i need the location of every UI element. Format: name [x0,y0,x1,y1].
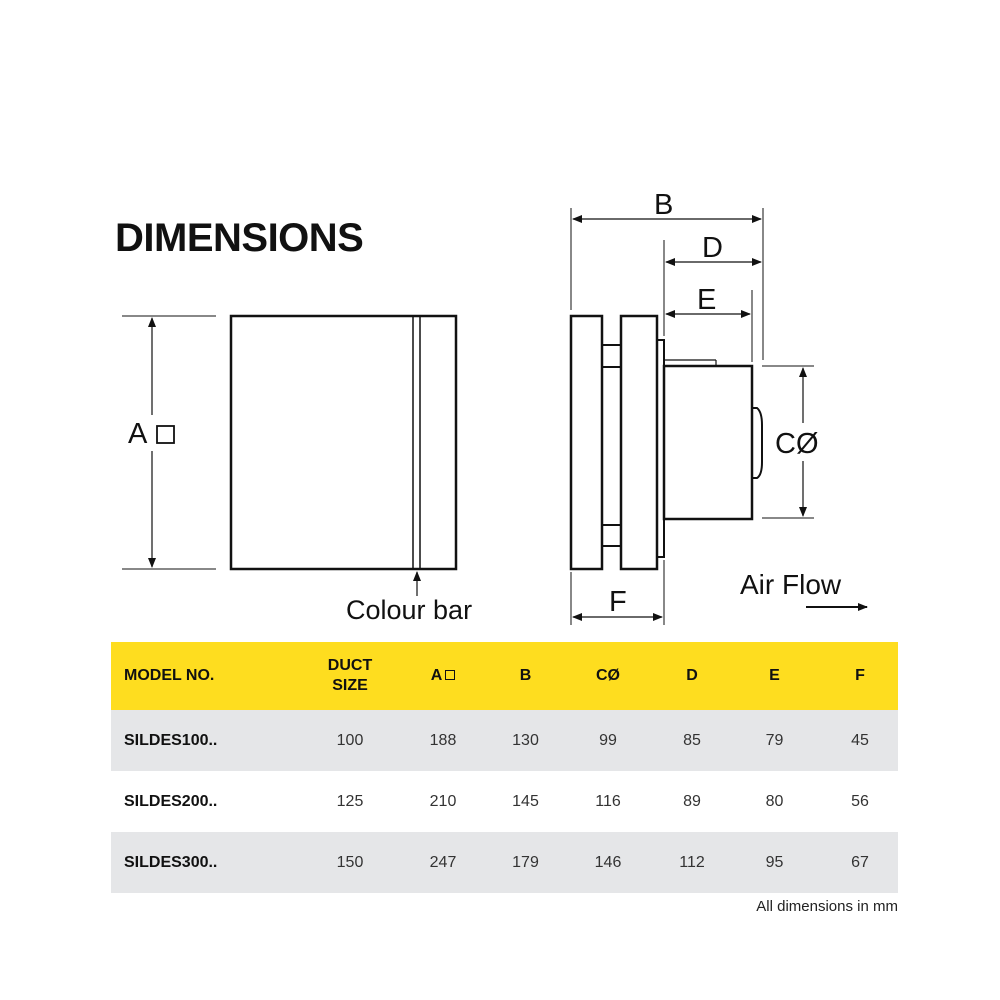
cell-a: 247 [394,832,492,893]
cell-d: 85 [657,710,727,771]
lower-spacer [602,525,621,546]
colour-bar-label: Colour bar [346,595,473,625]
header-d: D [657,642,727,710]
table-row [111,832,898,893]
cell-duct: 150 [306,832,394,893]
a-dimension-label: A [128,418,148,450]
header-model: MODEL NO. [111,642,306,710]
front-view [122,316,472,625]
cell-f: 56 [851,792,869,810]
cell-a: 210 [429,792,457,810]
header-c: CØ [559,642,657,710]
cell-e: 80 [765,792,784,810]
cell-f: 67 [822,832,898,893]
f-dimension-label: F [609,586,627,618]
cell-d: 89 [683,792,701,810]
square-symbol-icon [445,670,455,680]
side-view [571,189,867,625]
cell-model: SILDES200.. [124,792,218,810]
table-row [111,771,898,832]
air-flow-label: Air Flow [740,569,842,600]
e-dimension-label: E [697,284,717,316]
table-header-row [111,642,898,710]
fan-front-body [231,316,456,569]
header-duct-line2: SIZE [332,677,368,694]
cell-d: 112 [657,832,727,893]
cell-c: 99 [559,710,657,771]
cell-a: 188 [394,710,492,771]
cell-f: 45 [822,710,898,771]
units-footnote: All dimensions in mm [756,898,898,915]
header-a [394,642,492,710]
cell-duct: 100 [306,710,394,771]
cell-e: 95 [727,832,822,893]
cell-model: SILDES300.. [111,832,306,893]
fan-back-plate [621,316,657,569]
page-title: DIMENSIONS [115,216,364,260]
header-e: E [727,642,822,710]
c-dimension-label: CØ [775,428,819,460]
header-duct-size [306,642,394,710]
cell-b: 179 [492,832,559,893]
cell-duct: 125 [336,792,364,810]
header-duct-line1: DUCT [327,657,373,674]
fan-front-plate [571,316,602,569]
b-dimension-label: B [654,189,674,221]
cell-e: 79 [727,710,822,771]
cell-b: 130 [492,710,559,771]
cell-model: SILDES100.. [111,710,306,771]
cell-b: 145 [512,792,539,810]
cell-c: 116 [595,792,621,810]
dimensions-table [111,642,898,893]
motor-housing [664,366,752,519]
upper-spacer [602,345,621,367]
spigot-bump [752,408,762,478]
header-a-label: A [430,667,443,684]
header-f: F [822,642,898,710]
table-row [111,710,898,771]
cell-c: 146 [559,832,657,893]
d-dimension-label: D [702,232,723,264]
header-b: B [492,642,559,710]
